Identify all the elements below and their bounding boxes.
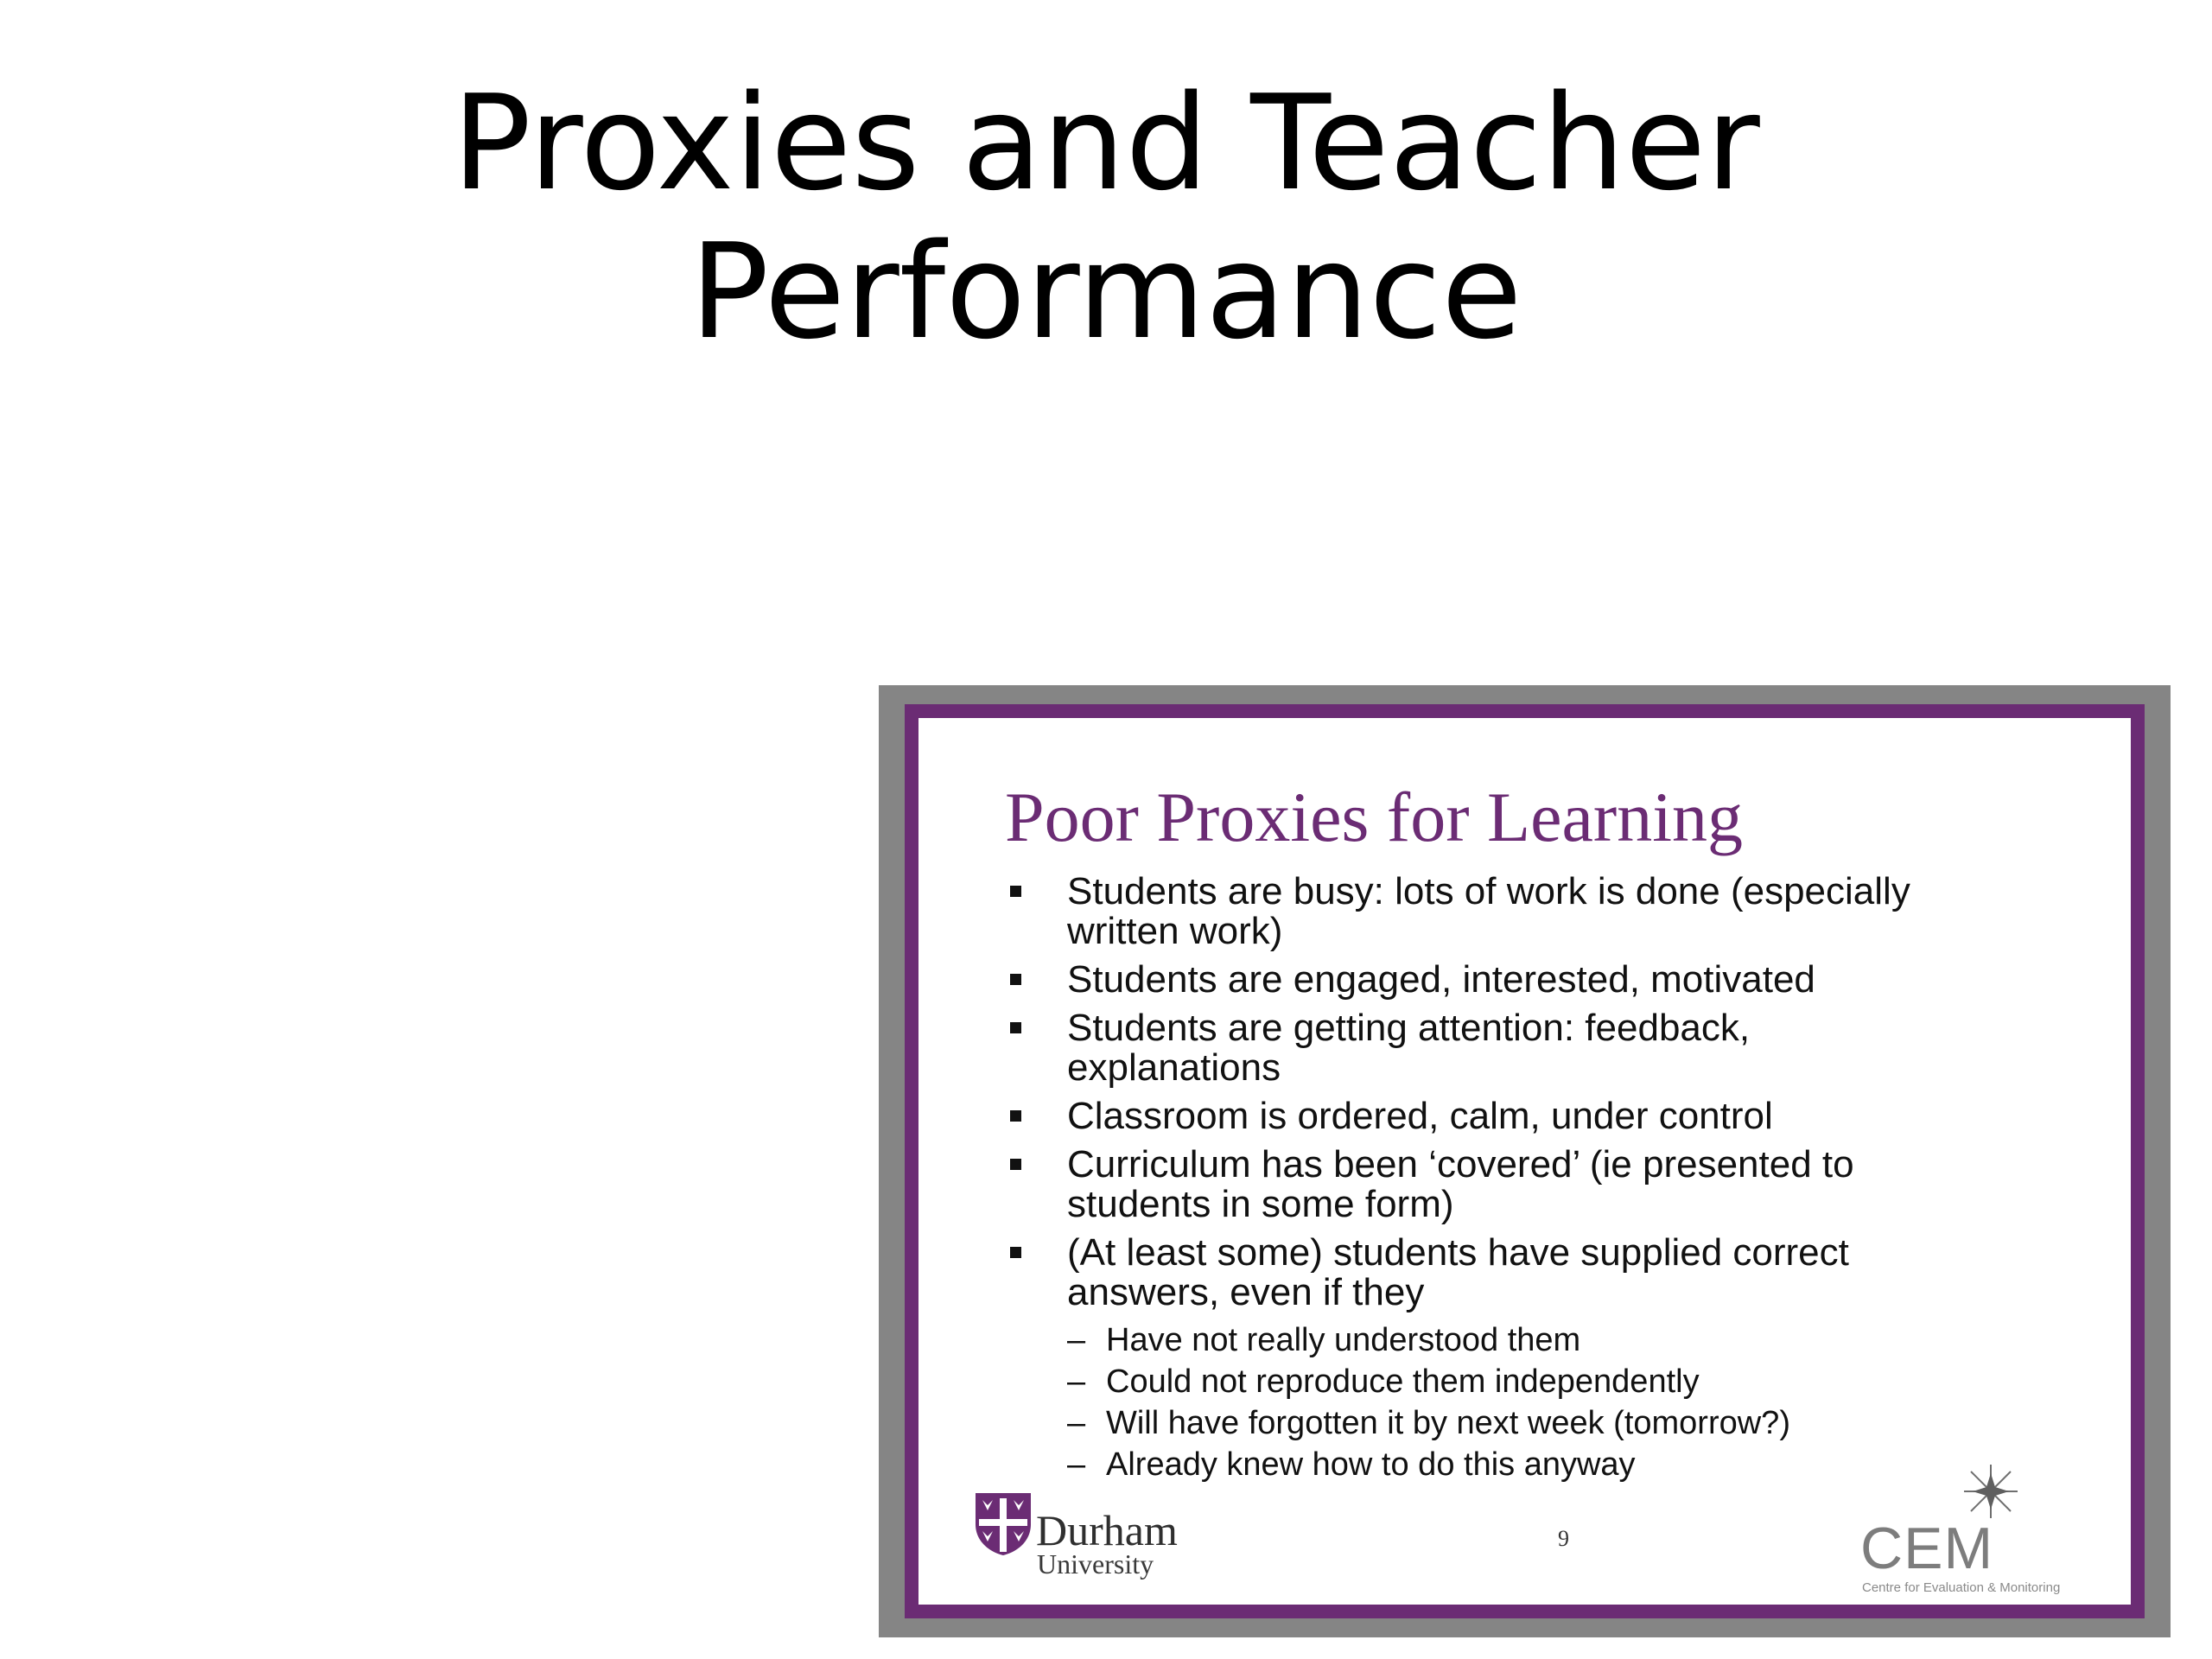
slide-border: [905, 704, 2145, 1618]
square-bullet-icon: [1010, 1022, 1021, 1033]
bullet-item: [1005, 1233, 2024, 1485]
slide-canvas: [918, 718, 2131, 1605]
square-bullet-icon: [1010, 974, 1021, 985]
square-bullet-icon: [1010, 1110, 1021, 1122]
durham-logo-subtitle: University: [1037, 1548, 1154, 1580]
sub-bullet-text: Have not really understood them: [1106, 1322, 1581, 1358]
sub-bullet-item: [1067, 1361, 2024, 1402]
bullet-item: [1005, 960, 2024, 1000]
sub-bullet-item: [1067, 1319, 2024, 1361]
bullet-text-continued: students in some form): [1067, 1183, 1454, 1225]
bullet-text: (At least some) students have supplied correct: [1067, 1231, 1849, 1274]
square-bullet-icon: [1010, 886, 1021, 897]
cem-logo-subtitle: Centre for Evaluation & Monitoring: [1862, 1580, 2061, 1595]
page-title-line-2: Performance: [690, 215, 1522, 368]
dash-bullet-icon: –: [1067, 1446, 1086, 1483]
sub-bullet-item: [1067, 1402, 2024, 1444]
durham-university-logo: [974, 1490, 1207, 1593]
bullet-list: [1005, 872, 2024, 1494]
bullet-item: [1005, 872, 2024, 951]
bullet-text: Students are getting attention: feedback,: [1067, 1007, 1751, 1049]
dash-bullet-icon: –: [1067, 1405, 1086, 1441]
cem-star-icon: [1961, 1461, 2021, 1522]
cem-logo-name: CEM: [1860, 1516, 1994, 1581]
sub-bullet-text: Already knew how to do this anyway: [1106, 1446, 1636, 1483]
cem-logo: [1860, 1461, 2111, 1595]
bullet-text-continued: answers, even if they: [1067, 1271, 1425, 1313]
durham-shield-icon: [974, 1491, 1033, 1557]
page-title: [0, 69, 2212, 366]
page-title-line-1: Proxies and Teacher: [452, 67, 1760, 219]
sub-bullet-text: Will have forgotten it by next week (tomorrow?): [1106, 1405, 1790, 1441]
bullet-item: [1005, 1096, 2024, 1136]
bullet-text: Classroom is ordered, calm, under control: [1067, 1095, 1773, 1137]
dash-bullet-icon: –: [1067, 1322, 1086, 1358]
embedded-slide-image: [879, 685, 2171, 1637]
square-bullet-icon: [1010, 1159, 1021, 1170]
bullet-text: Curriculum has been ‘covered’ (ie presented to: [1067, 1143, 1854, 1185]
slide-page-number: 9: [1558, 1526, 1569, 1551]
dash-bullet-icon: –: [1067, 1363, 1086, 1400]
bullet-item: [1005, 1145, 2024, 1224]
bullet-item: [1005, 1008, 2024, 1088]
bullet-text-continued: explanations: [1067, 1046, 1281, 1089]
bullet-text: Students are engaged, interested, motivated: [1067, 958, 1815, 1001]
sub-bullet-text: Could not reproduce them independently: [1106, 1363, 1700, 1400]
durham-logo-name: Durham: [1036, 1506, 1178, 1554]
bullet-text: Students are busy: lots of work is done (especially: [1067, 870, 1910, 912]
slide-title: Poor Proxies for Learning: [1005, 778, 1743, 856]
square-bullet-icon: [1010, 1247, 1021, 1258]
bullet-text-continued: written work): [1067, 910, 1283, 952]
